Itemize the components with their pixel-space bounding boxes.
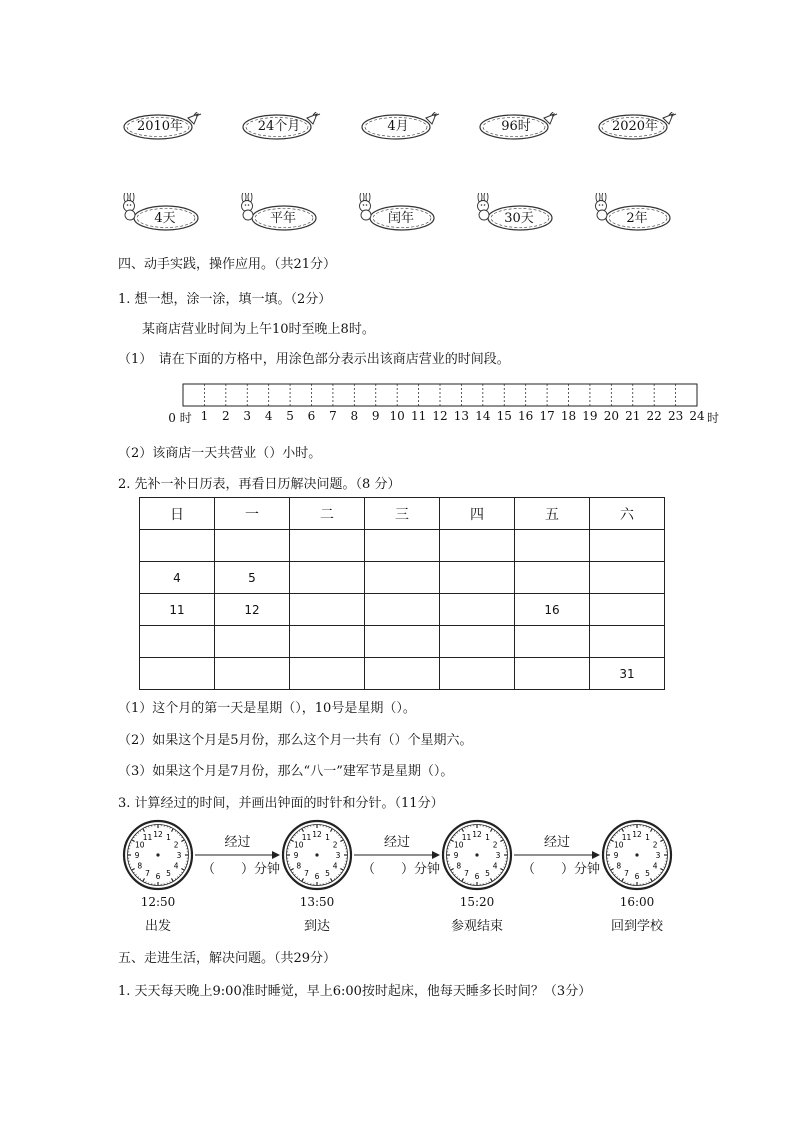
cloud-label: 96时 — [501, 119, 531, 134]
calendar-cell[interactable]: 12 — [215, 594, 290, 626]
section5-heading: 五、走进生活，解决问题。（共29分） — [118, 951, 337, 966]
svg-text:7: 7 — [464, 869, 469, 879]
svg-text:2: 2 — [652, 840, 658, 850]
cloud-label: 24个月 — [257, 119, 301, 134]
clock-time: 16:00 — [619, 895, 655, 909]
svg-text:2: 2 — [332, 840, 338, 850]
pass-label: 经过 — [224, 835, 251, 850]
calendar-cell[interactable] — [590, 530, 665, 562]
svg-text:1: 1 — [645, 832, 650, 842]
ruler-label: 11 — [410, 409, 427, 423]
ruler-label: 19 — [582, 409, 598, 423]
svg-text:7: 7 — [304, 869, 309, 879]
bunny-label: 平年 — [269, 211, 296, 226]
svg-text:2: 2 — [492, 840, 498, 850]
calendar-cell[interactable] — [215, 626, 290, 658]
bunny-label: 闰年 — [387, 211, 414, 226]
svg-text:9: 9 — [293, 851, 299, 860]
calendar-cell[interactable] — [365, 562, 440, 594]
calendar-header-cell: 五 — [515, 498, 590, 530]
calendar-cell[interactable] — [290, 562, 365, 594]
svg-text:5: 5 — [645, 869, 650, 879]
svg-text:12: 12 — [632, 830, 642, 839]
svg-text:4: 4 — [173, 861, 179, 871]
q2-sub3: （3）如果这个月是7月份，那么“八一”建军节是星期（）。 — [118, 764, 454, 779]
calendar-cell[interactable] — [515, 530, 590, 562]
calendar-cell[interactable] — [440, 658, 515, 690]
calendar-cell[interactable] — [290, 658, 365, 690]
q1-sub2: （2）该商店一天共营业（）小时。 — [118, 446, 322, 461]
ruler-label: 15 — [496, 409, 512, 423]
calendar-cell[interactable] — [440, 594, 515, 626]
calendar-row — [140, 626, 665, 658]
ruler-label: 18 — [560, 409, 577, 423]
svg-text:10: 10 — [135, 840, 145, 850]
ruler-label: 23 — [667, 409, 684, 423]
cloud-label: 2020年 — [611, 119, 659, 134]
svg-text:9: 9 — [134, 851, 140, 860]
calendar-header-cell: 六 — [590, 498, 665, 530]
cloud-card — [597, 112, 673, 142]
ruler-label: 8 — [350, 409, 359, 423]
ruler-label: 6 — [307, 409, 316, 423]
svg-text:9: 9 — [453, 851, 459, 860]
calendar-row — [140, 594, 665, 626]
bunny-card — [474, 193, 554, 233]
section5-q1: 1. 天天每天晚上9:00准时睡觉，早上6:00按时起床，他每天睡多长时间？（3分） — [118, 984, 592, 999]
ruler-label: 14 — [475, 409, 491, 423]
cloud-card — [241, 112, 317, 142]
ruler-label: 21 — [625, 409, 641, 423]
clock-time: 12:50 — [140, 895, 176, 909]
svg-text:7: 7 — [624, 869, 629, 879]
svg-text:10: 10 — [614, 840, 624, 850]
calendar-cell[interactable] — [440, 626, 515, 658]
clock-label: 到达 — [303, 919, 330, 934]
svg-text:3: 3 — [176, 851, 182, 860]
ruler-label: 4 — [264, 409, 273, 423]
svg-text:10: 10 — [454, 840, 464, 850]
svg-text:11: 11 — [621, 832, 632, 842]
q2-title: 2. 先补一补日历表，再看日历解决问题。（8 分） — [118, 477, 401, 492]
ruler-label: 12 — [432, 409, 448, 423]
ruler-label: 5 — [286, 409, 294, 423]
svg-text:8: 8 — [616, 861, 622, 871]
calendar-cell[interactable] — [290, 530, 365, 562]
calendar-cell[interactable]: 16 — [515, 594, 590, 626]
calendar-cell[interactable] — [140, 626, 215, 658]
svg-text:8: 8 — [296, 861, 302, 871]
calendar-row — [140, 530, 665, 562]
svg-text:3: 3 — [335, 851, 341, 860]
calendar-cell[interactable] — [440, 562, 515, 594]
calendar-cell[interactable] — [440, 530, 515, 562]
clock-face-icon[interactable] — [441, 819, 513, 891]
calendar-cell[interactable]: 31 — [590, 658, 665, 690]
time-ruler[interactable] — [180, 383, 700, 408]
calendar-header-cell: 日 — [140, 498, 215, 530]
ruler-label: 9 — [371, 409, 380, 423]
clock-face-icon[interactable] — [601, 819, 673, 891]
calendar-header-cell: 二 — [290, 498, 365, 530]
calendar-cell[interactable] — [140, 530, 215, 562]
svg-text:11: 11 — [142, 832, 153, 842]
calendar-cell[interactable] — [365, 594, 440, 626]
calendar-cell[interactable] — [590, 626, 665, 658]
clock-label: 出发 — [144, 919, 171, 934]
clock-face-icon[interactable] — [281, 819, 353, 891]
ruler-label: 24 — [689, 409, 705, 423]
svg-text:1: 1 — [485, 832, 490, 842]
minutes-blank[interactable]: （ ）分钟 — [521, 862, 600, 877]
ruler-label: 13 — [453, 409, 470, 423]
svg-text:4: 4 — [332, 861, 338, 871]
calendar-cell[interactable] — [515, 562, 590, 594]
ruler-label: 3 — [243, 409, 252, 423]
bunny-card — [356, 193, 436, 233]
clock-time: 13:50 — [299, 895, 335, 909]
calendar-cell[interactable] — [290, 626, 365, 658]
ruler-label: 22 — [646, 409, 662, 423]
calendar-cell[interactable] — [590, 562, 665, 594]
clock-face-icon[interactable] — [122, 819, 194, 891]
calendar-cell[interactable]: 11 — [140, 594, 215, 626]
svg-text:6: 6 — [155, 872, 161, 881]
calendar-cell[interactable] — [365, 658, 440, 690]
calendar-table — [139, 497, 665, 690]
svg-text:5: 5 — [166, 869, 171, 879]
svg-text:3: 3 — [495, 851, 501, 860]
svg-text:9: 9 — [613, 851, 619, 860]
q2-sub1: （1）这个月的第一天是星期（），10号是星期（）。 — [118, 701, 416, 716]
minutes-blank[interactable]: （ ）分钟 — [361, 862, 440, 877]
svg-text:2: 2 — [173, 840, 179, 850]
calendar-cell[interactable] — [140, 658, 215, 690]
svg-text:1: 1 — [166, 832, 171, 842]
ruler-label: 2 — [222, 409, 230, 423]
svg-text:1: 1 — [325, 832, 330, 842]
bunny-card — [592, 193, 672, 233]
svg-text:6: 6 — [314, 872, 320, 881]
q1-sub1: （1） 请在下面的方格中，用涂色部分表示出该商店营业的时间段。 — [118, 352, 510, 367]
svg-text:6: 6 — [474, 872, 480, 881]
svg-text:11: 11 — [301, 832, 312, 842]
cloud-card — [122, 112, 198, 142]
svg-text:7: 7 — [145, 869, 150, 879]
svg-text:6: 6 — [634, 872, 640, 881]
calendar-cell[interactable] — [590, 594, 665, 626]
clock-time: 15:20 — [459, 895, 495, 909]
q1-title: 1. 想一想，涂一涂，填一填。（2分） — [118, 292, 332, 307]
bunny-card — [238, 193, 318, 233]
calendar-cell[interactable] — [515, 626, 590, 658]
calendar-header-cell: 三 — [365, 498, 440, 530]
pass-label: 经过 — [543, 835, 570, 850]
svg-text:5: 5 — [485, 869, 490, 879]
calendar-cell[interactable] — [215, 530, 290, 562]
cloud-label: 2010年 — [136, 119, 184, 134]
calendar-row — [140, 562, 665, 594]
ruler-label: 0 时 — [168, 411, 192, 425]
calendar-cell[interactable] — [290, 594, 365, 626]
q2-sub2: （2）如果这个月是5月份，那么这个月一共有（）个星期六。 — [118, 733, 473, 748]
pass-label: 经过 — [383, 835, 410, 850]
calendar-cell[interactable] — [515, 658, 590, 690]
calendar-row — [140, 658, 665, 690]
ruler-label: 20 — [603, 409, 619, 423]
svg-text:3: 3 — [655, 851, 661, 860]
ruler-label: 1 — [200, 409, 209, 423]
ruler-label: 10 — [389, 409, 405, 423]
clock-label: 参观结束 — [450, 919, 503, 934]
calendar-cell[interactable]: 5 — [215, 562, 290, 594]
cloud-label: 4月 — [387, 119, 409, 134]
minutes-blank[interactable]: （ ）分钟 — [201, 862, 280, 877]
svg-text:12: 12 — [472, 830, 482, 839]
ruler-label: 7 — [329, 409, 337, 423]
calendar-cell[interactable] — [365, 530, 440, 562]
svg-text:4: 4 — [652, 861, 658, 871]
svg-text:12: 12 — [153, 830, 163, 839]
svg-text:8: 8 — [456, 861, 462, 871]
ruler-label: 17 — [539, 409, 555, 423]
svg-text:11: 11 — [461, 832, 472, 842]
svg-text:8: 8 — [137, 861, 143, 871]
q1-description: 某商店营业时间为上午10时至晚上8时。 — [142, 322, 375, 337]
calendar-cell[interactable] — [365, 626, 440, 658]
section4-heading: 四、动手实践，操作应用。（共21分） — [118, 257, 337, 272]
cloud-card — [478, 112, 554, 142]
bunny-label: 4天 — [154, 211, 176, 226]
bunny-label: 2年 — [626, 211, 648, 226]
svg-text:4: 4 — [492, 861, 498, 871]
svg-text:5: 5 — [325, 869, 330, 879]
bunny-label: 30天 — [504, 211, 534, 226]
q3-title: 3. 计算经过的时间，并画出钟面的时针和分针。（11分） — [118, 796, 444, 811]
clock-label: 回到学校 — [610, 919, 663, 934]
calendar-header-cell: 一 — [215, 498, 290, 530]
calendar-cell[interactable] — [215, 658, 290, 690]
svg-text:10: 10 — [294, 840, 304, 850]
cloud-card — [360, 112, 436, 142]
bunny-card — [120, 193, 200, 233]
calendar-header-cell: 四 — [440, 498, 515, 530]
ruler-label: 时 — [706, 411, 720, 425]
calendar-cell[interactable]: 4 — [140, 562, 215, 594]
svg-text:12: 12 — [312, 830, 322, 839]
ruler-label: 16 — [518, 409, 534, 423]
